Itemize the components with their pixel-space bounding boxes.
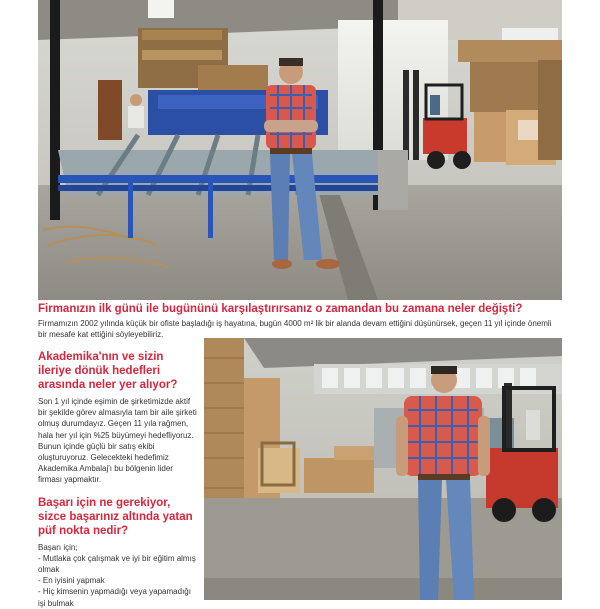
warehouse-photo-bottom-illustration [204, 338, 562, 600]
section-answer-changes: Firmamızın 2002 yılında küçük bir ofiste başladığı iş hayatına, bugün 4000 m² lik bir alanda devam ettiğini düşünürsek, geçen 11 yıl içinde önemli bir mesafe kat ettiğini söyleyebiliriz. [38, 319, 552, 339]
section-question-goals: Akademika'nın ve sizin ileriye dönük hedefleri arasında neler yer alıyor? [38, 351, 178, 391]
list-item: - Mutlaka çok çalışmak ve iyi bir eğitim almış olmak [38, 553, 196, 575]
section-answer-success-intro: Başarı için; [38, 542, 78, 552]
section-question-success: Başarı için ne gerekiyor, sizce başarınız altında yatan püf nokta nedir? [38, 496, 193, 537]
warehouse-photo-bottom [204, 338, 562, 600]
list-item: - En iyisini yapmak [38, 576, 105, 586]
list-item: - Hiç kimsenin yapmadığı veya yapamadığı işi bulmak [38, 587, 191, 608]
section-answer-goals: Son 1 yıl içinde eşimin de şirketimizde aktif bir şekilde görev almasıyla tam bir aile şirketi olmuş durumdayız. Geçen 11 yıla rağmen, hala her yıl için %25 büyümeyi hedefliyoruz. Bunun içinde güçlü bir satış ekibi oluşturuyoruz. Gelecekteki hedefimiz Akademika Ambalaj'ı bu bölgenin lider firması yapmaktır. [38, 397, 197, 485]
section-question-changes: Firmanızın ilk günü ile bugününü karşılaştırırsanız o zamandan bu zamana neler değişti? [38, 303, 523, 315]
success-factors-list [38, 553, 198, 609]
factory-photo-top [38, 0, 562, 300]
factory-photo-top-illustration [38, 0, 562, 300]
interview-column [38, 350, 198, 609]
